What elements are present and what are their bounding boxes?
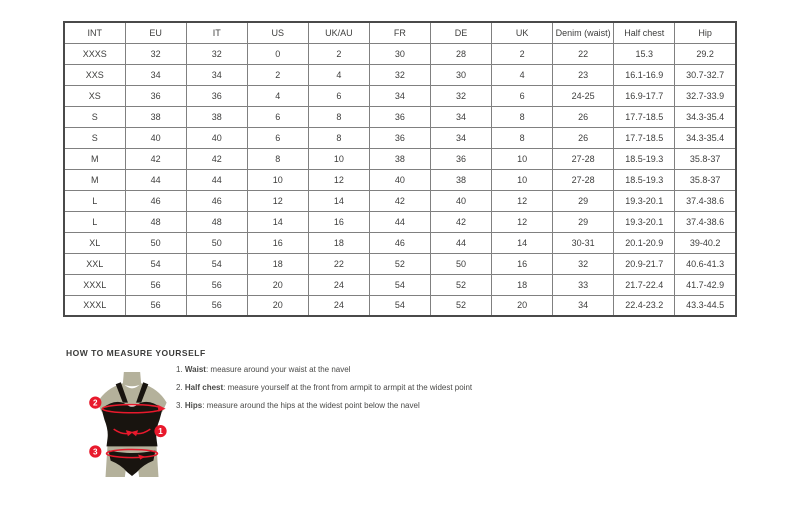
table-cell: 42 — [186, 148, 247, 169]
chest-marker-badge — [89, 396, 101, 408]
table-cell: 4 — [492, 64, 553, 85]
table-cell: 29 — [553, 190, 614, 211]
table-cell: 12 — [308, 169, 369, 190]
table-cell: 29 — [553, 211, 614, 232]
column-header: EU — [125, 22, 186, 43]
table-cell: 20 — [247, 274, 308, 295]
table-cell: 12 — [492, 211, 553, 232]
table-cell: M — [64, 169, 125, 190]
table-cell: 15.3 — [614, 43, 675, 64]
table-cell: 12 — [247, 190, 308, 211]
table-cell: 38 — [369, 148, 430, 169]
table-cell: 34 — [553, 295, 614, 316]
table-cell: 22.4-23.2 — [614, 295, 675, 316]
table-cell: 36 — [369, 127, 430, 148]
table-cell: 30 — [369, 43, 430, 64]
table-cell: 43.3-44.5 — [675, 295, 736, 316]
table-cell: 30-31 — [553, 232, 614, 253]
table-cell: 17.7-18.5 — [614, 106, 675, 127]
table-cell: 41.7-42.9 — [675, 274, 736, 295]
table-cell: 44 — [186, 169, 247, 190]
table-row — [64, 85, 736, 106]
table-cell: 24 — [308, 295, 369, 316]
table-cell: 16 — [247, 232, 308, 253]
table-cell: 54 — [369, 295, 430, 316]
table-cell: 8 — [492, 127, 553, 148]
step-text: : measure around the hips at the widest point below the navel — [202, 401, 420, 410]
step-number: 1. — [176, 365, 183, 374]
table-cell: 35.8-37 — [675, 148, 736, 169]
table-cell: 2 — [492, 43, 553, 64]
table-row — [64, 169, 736, 190]
table-cell: 16.9-17.7 — [614, 85, 675, 106]
table-cell: 48 — [186, 211, 247, 232]
table-cell: 56 — [125, 274, 186, 295]
table-cell: 8 — [308, 127, 369, 148]
table-cell: 26 — [553, 106, 614, 127]
table-cell: 50 — [430, 253, 491, 274]
table-cell: 8 — [247, 148, 308, 169]
table-cell: 46 — [186, 190, 247, 211]
table-cell: 38 — [186, 106, 247, 127]
table-cell: 2 — [308, 43, 369, 64]
size-table-body — [64, 43, 736, 316]
table-cell: 30.7-32.7 — [675, 64, 736, 85]
table-cell: 32 — [125, 43, 186, 64]
step-term: Hips — [184, 401, 203, 410]
table-cell: 14 — [247, 211, 308, 232]
table-cell: 14 — [492, 232, 553, 253]
table-cell: 40 — [430, 190, 491, 211]
table-cell: 6 — [492, 85, 553, 106]
column-header: Half chest — [614, 22, 675, 43]
table-row — [64, 232, 736, 253]
table-cell: 20.9-21.7 — [614, 253, 675, 274]
waist-badge-number: 1 — [158, 427, 163, 437]
table-cell: 10 — [308, 148, 369, 169]
table-cell: 0 — [247, 43, 308, 64]
table-cell: 24 — [308, 274, 369, 295]
column-header: Hip — [675, 22, 736, 43]
table-cell: 34 — [430, 106, 491, 127]
table-cell: 30 — [430, 64, 491, 85]
table-cell: 23 — [553, 64, 614, 85]
measure-step-hips — [176, 402, 472, 411]
table-cell: 36 — [369, 106, 430, 127]
table-cell: 36 — [125, 85, 186, 106]
column-header: UK — [492, 22, 553, 43]
table-cell: 32.7-33.9 — [675, 85, 736, 106]
table-cell: 39-40.2 — [675, 232, 736, 253]
table-row — [64, 253, 736, 274]
table-cell: 36 — [430, 148, 491, 169]
table-cell: 52 — [369, 253, 430, 274]
table-cell: 34.3-35.4 — [675, 106, 736, 127]
table-cell: 32 — [430, 85, 491, 106]
chest-badge-number: 2 — [93, 398, 98, 408]
column-header: UK/AU — [308, 22, 369, 43]
table-cell: 19.3-20.1 — [614, 211, 675, 232]
table-cell: 17.7-18.5 — [614, 127, 675, 148]
table-cell: 32 — [369, 64, 430, 85]
table-cell: 42 — [125, 148, 186, 169]
table-cell: 32 — [186, 43, 247, 64]
waist-marker-badge — [154, 425, 166, 437]
step-term: Waist — [184, 365, 206, 374]
table-cell: 21.7-22.4 — [614, 274, 675, 295]
measure-section-title: HOW TO MEASURE YOURSELF — [66, 348, 206, 358]
table-cell: 16 — [492, 253, 553, 274]
table-cell: 27-28 — [553, 148, 614, 169]
table-cell: S — [64, 127, 125, 148]
column-header: Denim (waist) — [553, 22, 614, 43]
table-cell: 33 — [553, 274, 614, 295]
table-cell: XXXS — [64, 43, 125, 64]
table-row — [64, 190, 736, 211]
table-cell: 29.2 — [675, 43, 736, 64]
table-cell: 18 — [308, 232, 369, 253]
size-table — [63, 21, 737, 317]
table-cell: XXS — [64, 64, 125, 85]
measure-steps-list — [176, 366, 472, 420]
table-cell: XXL — [64, 253, 125, 274]
header-row — [64, 22, 736, 43]
table-cell: 40 — [125, 127, 186, 148]
step-text: : measure around your waist at the navel — [205, 365, 351, 374]
table-cell: 44 — [369, 211, 430, 232]
measure-step-half-chest — [176, 384, 472, 393]
table-row — [64, 295, 736, 316]
table-row — [64, 127, 736, 148]
table-cell: 18 — [247, 253, 308, 274]
table-cell: 20 — [247, 295, 308, 316]
step-number: 3. — [176, 401, 183, 410]
table-cell: 40 — [186, 127, 247, 148]
table-cell: 44 — [430, 232, 491, 253]
table-cell: 56 — [186, 274, 247, 295]
measure-step-waist — [176, 366, 472, 375]
table-cell: 48 — [125, 211, 186, 232]
table-cell: 50 — [186, 232, 247, 253]
table-cell: L — [64, 190, 125, 211]
table-cell: 6 — [308, 85, 369, 106]
measurement-figure — [86, 371, 178, 479]
table-cell: 22 — [308, 253, 369, 274]
table-cell: 42 — [369, 190, 430, 211]
table-row — [64, 148, 736, 169]
table-cell: 38 — [125, 106, 186, 127]
table-cell: 22 — [553, 43, 614, 64]
table-cell: XS — [64, 85, 125, 106]
table-cell: 16 — [308, 211, 369, 232]
table-cell: 35.8-37 — [675, 169, 736, 190]
table-cell: 46 — [125, 190, 186, 211]
table-cell: 20 — [492, 295, 553, 316]
table-cell: 32 — [553, 253, 614, 274]
table-cell: 52 — [430, 274, 491, 295]
table-cell: 50 — [125, 232, 186, 253]
table-cell: 18.5-19.3 — [614, 169, 675, 190]
table-cell: 27-28 — [553, 169, 614, 190]
table-cell: 20.1-20.9 — [614, 232, 675, 253]
table-cell: 46 — [369, 232, 430, 253]
table-cell: 56 — [125, 295, 186, 316]
table-row — [64, 211, 736, 232]
table-cell: XXXL — [64, 295, 125, 316]
table-cell: 42 — [430, 211, 491, 232]
table-cell: 34 — [125, 64, 186, 85]
table-cell: 34.3-35.4 — [675, 127, 736, 148]
table-cell: 44 — [125, 169, 186, 190]
table-cell: 26 — [553, 127, 614, 148]
column-header: INT — [64, 22, 125, 43]
table-cell: 8 — [492, 106, 553, 127]
table-cell: 28 — [430, 43, 491, 64]
table-cell: 34 — [430, 127, 491, 148]
table-cell: S — [64, 106, 125, 127]
table-cell: 37.4-38.6 — [675, 190, 736, 211]
table-row — [64, 106, 736, 127]
table-row — [64, 274, 736, 295]
table-cell: 56 — [186, 295, 247, 316]
step-term: Half chest — [184, 383, 224, 392]
table-cell: 52 — [430, 295, 491, 316]
table-row — [64, 64, 736, 85]
table-cell: M — [64, 148, 125, 169]
table-cell: 6 — [247, 127, 308, 148]
table-cell: 16.1-16.9 — [614, 64, 675, 85]
size-table-header — [64, 22, 736, 43]
table-cell: 37.4-38.6 — [675, 211, 736, 232]
table-cell: 4 — [308, 64, 369, 85]
column-header: DE — [430, 22, 491, 43]
table-cell: XXXL — [64, 274, 125, 295]
table-cell: L — [64, 211, 125, 232]
hips-badge-number: 3 — [93, 447, 98, 457]
table-cell: 10 — [492, 148, 553, 169]
table-cell: 10 — [247, 169, 308, 190]
table-cell: 24-25 — [553, 85, 614, 106]
step-number: 2. — [176, 383, 183, 392]
table-cell: 2 — [247, 64, 308, 85]
table-row — [64, 43, 736, 64]
table-cell: 34 — [186, 64, 247, 85]
table-cell: 12 — [492, 190, 553, 211]
table-cell: 6 — [247, 106, 308, 127]
table-cell: 54 — [369, 274, 430, 295]
mannequin-illustration — [86, 371, 178, 479]
table-cell: 36 — [186, 85, 247, 106]
table-cell: 40 — [369, 169, 430, 190]
table-cell: 18.5-19.3 — [614, 148, 675, 169]
table-cell: 14 — [308, 190, 369, 211]
table-cell: 54 — [125, 253, 186, 274]
column-header: FR — [369, 22, 430, 43]
table-cell: 4 — [247, 85, 308, 106]
table-cell: 18 — [492, 274, 553, 295]
hips-marker-badge — [89, 445, 101, 457]
table-cell: 10 — [492, 169, 553, 190]
column-header: US — [247, 22, 308, 43]
step-text: : measure yourself at the front from armpit to armpit at the widest point — [223, 383, 473, 392]
table-cell: 54 — [186, 253, 247, 274]
table-cell: 34 — [369, 85, 430, 106]
table-cell: 19.3-20.1 — [614, 190, 675, 211]
table-cell: 38 — [430, 169, 491, 190]
table-cell: 8 — [308, 106, 369, 127]
table-cell: XL — [64, 232, 125, 253]
column-header: IT — [186, 22, 247, 43]
table-cell: 40.6-41.3 — [675, 253, 736, 274]
